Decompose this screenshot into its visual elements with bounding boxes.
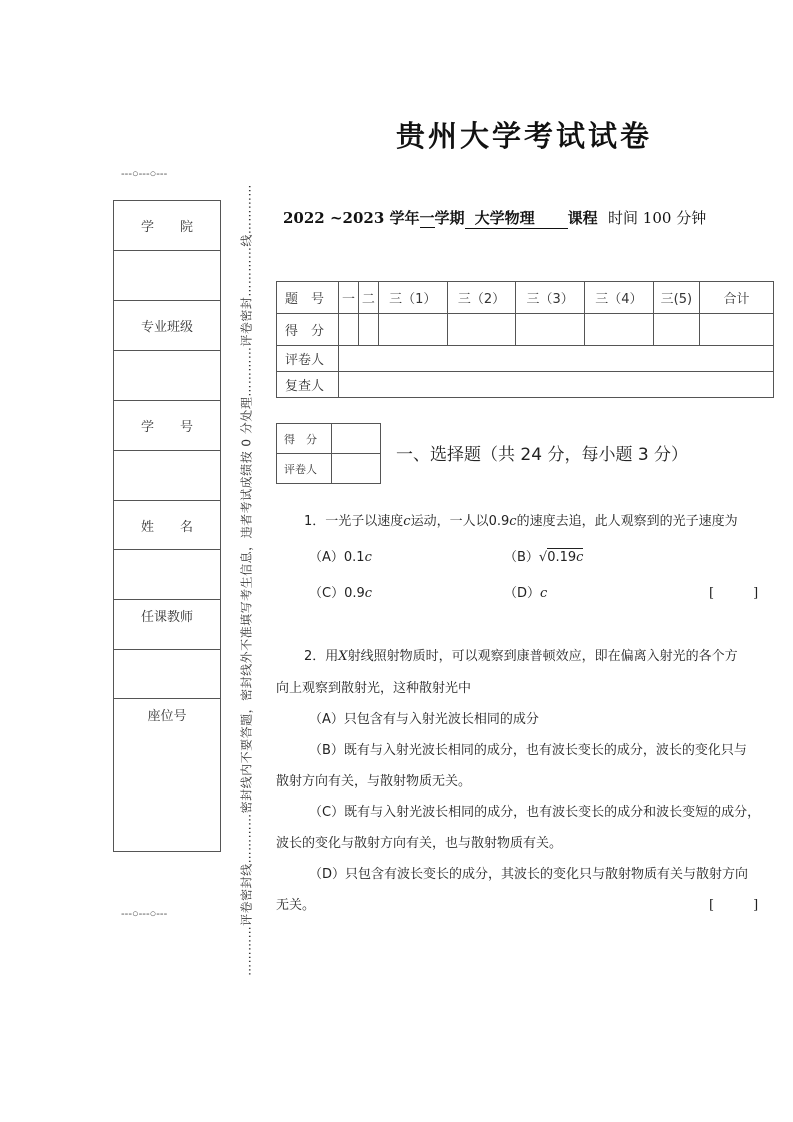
score-cell-1[interactable] (339, 314, 359, 346)
q1-option-a[interactable] (309, 546, 372, 565)
exam-title: 贵州大学考试试卷 (396, 119, 653, 153)
q1-option-b[interactable] (504, 546, 583, 565)
section-grader-cell[interactable] (332, 454, 381, 484)
seal-line (236, 130, 256, 1030)
score-cell-2[interactable] (358, 314, 378, 346)
q1-option-d-label: （D） (504, 586, 541, 601)
col-3-4: 三（4） (585, 282, 654, 314)
bottom-seal-ornament: ---○---○--- (121, 908, 168, 920)
q1-option-c-label: （C） (309, 586, 345, 601)
major-class-field[interactable] (114, 351, 220, 401)
score-cell-3-4[interactable] (585, 314, 654, 346)
col-3-3: 三（3） (516, 282, 585, 314)
score-cell-3-3[interactable] (516, 314, 585, 346)
q2-option-c-label: （C） (309, 805, 345, 820)
q1-option-d[interactable] (504, 582, 547, 601)
section-title: 一、选择题（共 24 分，每小题 3 分） (396, 445, 689, 465)
label-instructor (114, 600, 220, 650)
q2-option-a-label: （A） (309, 712, 344, 727)
q1-num: 0.9 (488, 514, 510, 529)
name-field[interactable] (114, 550, 220, 600)
row-label-score: 得 分 (277, 314, 339, 346)
q1-option-b-label: （B） (504, 550, 539, 565)
q1-option-a-value: 0.1 (343, 550, 365, 565)
college-label: 学 院 (140, 220, 193, 235)
grader-cell[interactable] (339, 346, 774, 372)
seat-number-label: 座位号 (147, 709, 187, 724)
col-2: 二 (358, 282, 378, 314)
student-id-field[interactable] (114, 451, 220, 501)
q1-option-b-value: 0.19 (547, 550, 577, 565)
section-score-box (276, 423, 381, 484)
student-id-label: 学 号 (140, 420, 193, 435)
question-1-stem (304, 510, 738, 529)
grader-row (277, 346, 774, 372)
label-college (114, 201, 220, 251)
label-name (114, 501, 220, 550)
q2-option-c-line2: 波长的变化与散射方向有关，也与散射物质有关。 (276, 836, 563, 851)
section-grader-label: 评卷人 (277, 454, 332, 484)
label-student-id (114, 401, 220, 451)
row-label-reviewer: 复查人 (277, 372, 339, 398)
q1-option-c-value: 0.9 (344, 586, 365, 601)
q1-option-c-var: c (364, 586, 373, 601)
reviewer-row (277, 372, 774, 398)
score-cell-3-1[interactable] (378, 314, 447, 346)
exam-duration: 时间 100 分钟 (608, 209, 707, 227)
q2-option-d[interactable] (309, 863, 748, 882)
q1-option-b-var: c (576, 550, 584, 565)
q2-option-c-text-1: 既有与入射光波长相同的成分，也有波长变长的成分和波长变短的成分， (344, 805, 761, 820)
q1-text-c: 的速度去追，此人观察到的光子速度为 (516, 514, 738, 529)
section-score-cell[interactable] (332, 424, 381, 454)
q1-option-a-var: c (364, 550, 372, 565)
term-suffix: 学期 (434, 209, 465, 227)
col-3-1: 三（1） (378, 282, 447, 314)
q2-option-b[interactable] (309, 739, 747, 758)
q2-option-d-label: （D） (309, 867, 346, 882)
term-prefix: 学年 (389, 209, 420, 227)
question-2-stem-line1 (304, 645, 738, 664)
q2-option-a[interactable] (309, 708, 539, 727)
reviewer-cell[interactable] (339, 372, 774, 398)
q2-text-b: 射线照射物质时，可以观察到康普顿效应，即在偏离入射光的各个方 (347, 649, 738, 664)
course-name: 大学物理 (465, 207, 568, 229)
college-field[interactable] (114, 251, 220, 301)
col-1: 一 (339, 282, 359, 314)
instructor-label: 任课教师 (140, 610, 193, 625)
row-label-question-no: 题 号 (277, 282, 339, 314)
q1-option-c[interactable] (309, 582, 372, 601)
q1-text-b: 运动，一人以 (410, 514, 489, 529)
row-label-grader: 评卷人 (277, 346, 339, 372)
q1-text-a: 一光子以速度 (325, 514, 404, 529)
q2-option-c[interactable] (309, 801, 760, 820)
q2-option-b-line2: 散射方向有关，与散射物质无关。 (276, 774, 472, 789)
student-info-box (113, 200, 221, 852)
q2-option-b-text-1: 既有与入射光波长相同的成分，也有波长变长的成分，波长的变化只与 (343, 743, 747, 758)
label-major-class (114, 301, 220, 351)
col-total: 合计 (700, 282, 774, 314)
top-seal-ornament: ---○---○--- (121, 168, 168, 180)
col-3-5: 三(5) (653, 282, 699, 314)
q2-text-a: 用 (325, 649, 339, 664)
q2-option-d-text-1: 只包含有波长变长的成分，其波长的变化只与散射物质有关与散射方向 (345, 867, 749, 882)
term-value: 一 (419, 209, 435, 227)
q1-answer-bracket[interactable]: [ ] (709, 586, 759, 601)
score-table-header-row (277, 282, 774, 314)
seal-line-text: …………评卷密封线…………密封线内不要答题，密封线外不准填写考生信息，违者考试成绩按 0 分处理…………评卷密封…………线………… (239, 184, 254, 976)
score-cell-total[interactable] (700, 314, 774, 346)
q1-option-a-label: （A） (309, 550, 344, 565)
seat-number-field[interactable] (114, 699, 220, 853)
q2-option-d-line2: 无关。 (276, 898, 316, 913)
score-table (276, 281, 774, 398)
q2-option-b-label: （B） (309, 743, 344, 758)
question-2-number: 2． (304, 649, 326, 664)
score-cell-3-5[interactable] (653, 314, 699, 346)
col-3-2: 三（2） (447, 282, 516, 314)
instructor-field[interactable] (114, 650, 220, 699)
exam-subtitle (283, 207, 706, 229)
question-2-stem-line2: 向上观察到散射光，这种散射光中 (276, 681, 472, 696)
section-score-label: 得 分 (277, 424, 332, 454)
major-class-label: 专业班级 (140, 320, 193, 335)
q1-var-c2: c (509, 514, 517, 529)
q1-option-b-radicand (547, 548, 583, 565)
score-row (277, 314, 774, 346)
q2-answer-bracket[interactable]: [ ] (709, 898, 759, 913)
sqrt-icon: √ (538, 550, 548, 565)
q2-var-x: X (338, 649, 348, 664)
course-suffix: 课程 (567, 209, 598, 227)
q1-var-c: c (403, 514, 411, 529)
question-1-number: 1． (304, 514, 326, 529)
name-label: 姓 名 (140, 519, 193, 535)
q1-option-d-var: c (540, 586, 548, 601)
q2-option-a-text: 只包含有与入射光波长相同的成分 (343, 712, 539, 727)
academic-year: 2022 ~2023 (283, 209, 390, 227)
score-cell-3-2[interactable] (447, 314, 516, 346)
